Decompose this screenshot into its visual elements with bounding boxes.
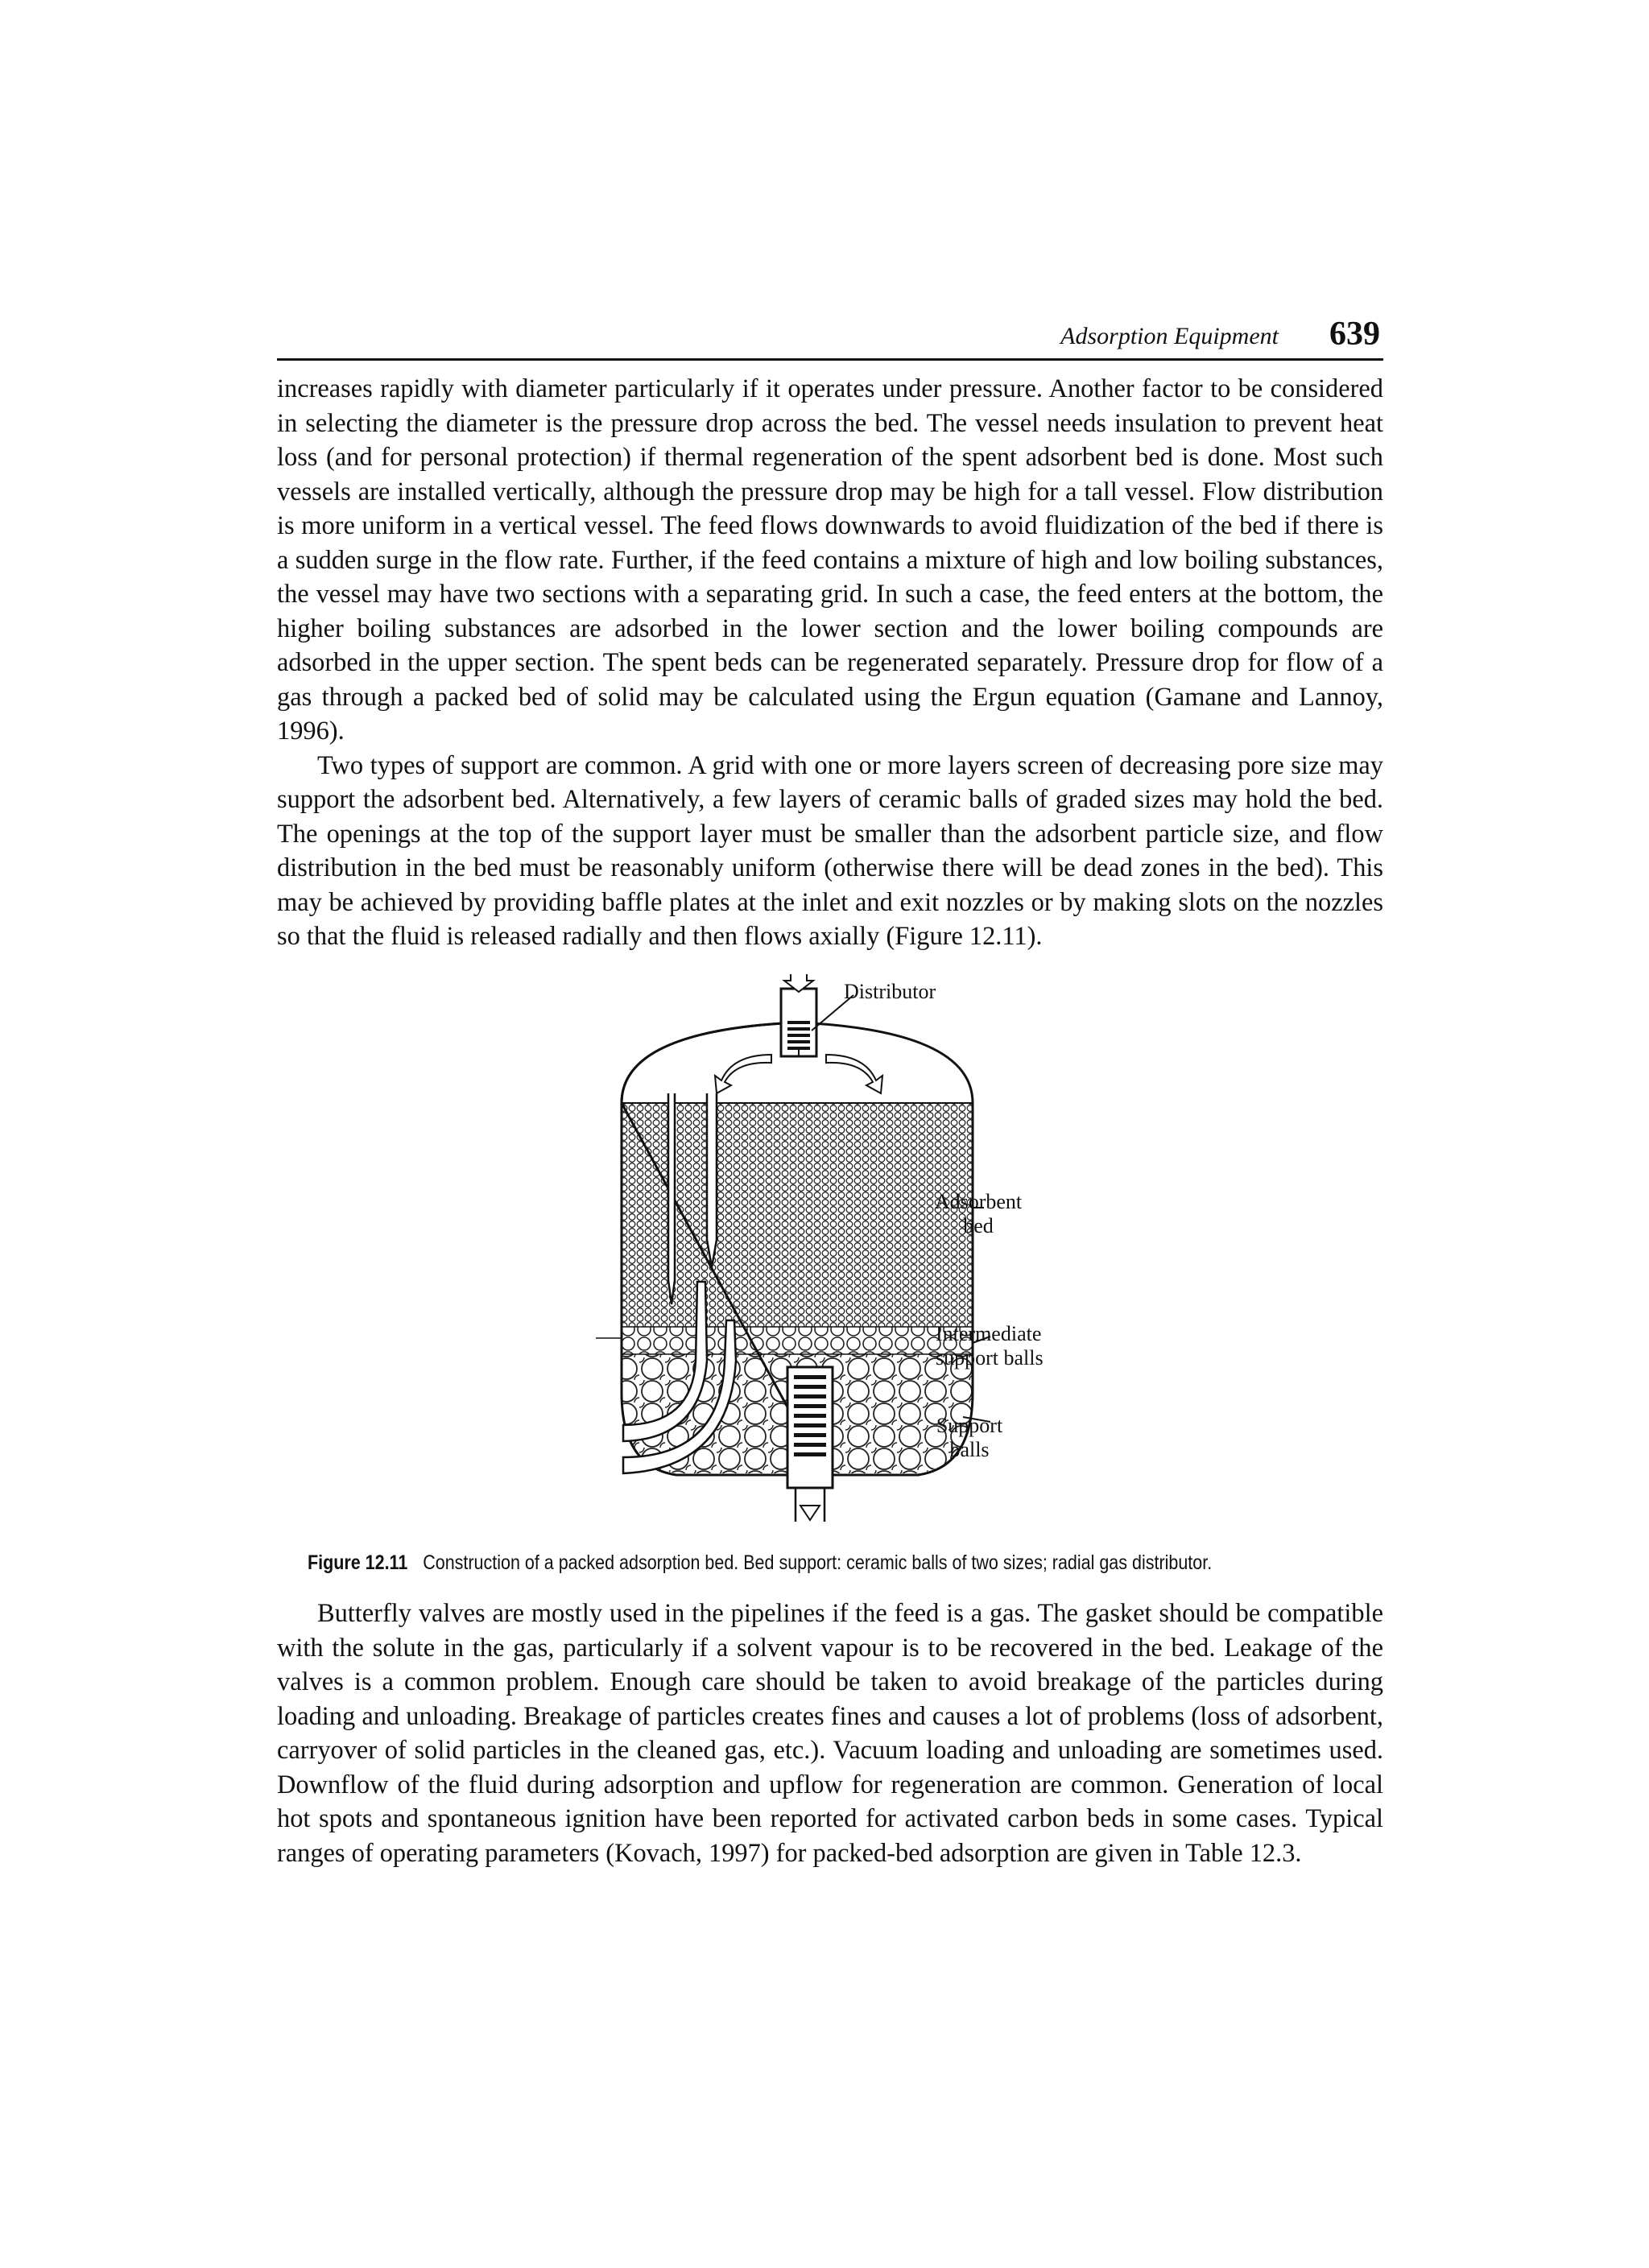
- running-title: Adsorption Equipment: [1060, 323, 1279, 349]
- packed-bed-diagram: [588, 974, 1087, 1538]
- intermediate-support-label: [936, 1322, 1056, 1370]
- figure-number: Figure 12.11: [308, 1551, 408, 1574]
- paragraph-1: increases rapidly with diameter particularly if it operates under pressure. Another factor to be considered in selecting the diameter is the pressure drop across the bed. The vessel needs insulation to prevent heat loss (and for personal protection) if thermal regeneration of the spent adsorbent bed is done. Most such vessels are installed vertically, although the pressure drop may be high for a tall vessel. Flow distribution is more uniform in a vertical vessel. The feed flows downwards to avoid fluidization of the bed if there is a sudden surge in the flow rate. Further, if the feed contains a mixture of high and low boiling substances, the vessel may have two sections with a separating grid. In such a case, the feed enters at the bottom, the higher boiling substances are adsorbed in the lower section and the lower boiling compounds are adsorbed in the upper section. The spent beds can be regenerated separately. Pressure drop for flow of a gas through a packed bed of solid may be calculated using the Ergun equation (Gamane and Lannoy, 1996).: [277, 374, 1383, 746]
- intermediate-label-line2: support balls: [936, 1346, 1044, 1369]
- page-number: 639: [1329, 316, 1380, 353]
- figure-caption: [308, 1551, 1212, 1575]
- paragraph-2: Two types of support are common. A grid with one or more layers screen of decreasing pore size may support the adsorbent bed. Alternatively, a few layers of ceramic balls of graded sizes may hold the bed. The openings at the top of the support layer must be smaller than the adsorbent particle size, and flow distribution in the bed must be reasonably uniform (otherwise there will be dead zones in the bed). This may be achieved by providing baffle plates at the inlet and exit nozzles or by making slots on the nozzles so that the fluid is released radially and then flows axially (Figure 12.11).: [277, 750, 1383, 951]
- caption-text: Construction of a packed adsorption bed. Bed support: ceramic balls of two sizes; radial gas distributor.: [423, 1551, 1213, 1574]
- outlet-arrow-icon: [800, 1506, 820, 1520]
- support-label-line1: Support: [936, 1414, 1003, 1437]
- figure-packed-bed: [588, 974, 1087, 1538]
- adsorbent-bed-label-line1: Adsorbent: [934, 1190, 1023, 1213]
- header-rule: [277, 358, 1383, 361]
- support-label-line2: balls: [949, 1438, 990, 1461]
- distributor-label: Distributor: [844, 980, 936, 1003]
- top-distributor: [781, 989, 816, 1056]
- adsorbent-bed-label-line2: bed: [963, 1214, 994, 1237]
- intermediate-label-line1: Intermediate: [936, 1322, 1042, 1345]
- radial-flow-left-arrow-icon: [715, 1055, 771, 1093]
- body-text-upper: [277, 372, 1383, 954]
- running-header: [277, 318, 1383, 357]
- paragraph-3: Butterfly valves are mostly used in the pipelines if the feed is a gas. The gasket should be compatible with the solute in the gas, particularly if a solvent vapour is to be recovered in the bed. Leakage of the valves is a common problem. Enough care should be taken to avoid breakage of the particles during loading and unloading. Breakage of particles creates fines and causes a lot of problems (loss of adsorbent, carryover of solid particles in the cleaned gas, etc.). Vacuum loading and unloading are sometimes used. Downflow of the fluid during adsorption and upflow for regeneration are common. Generation of local hot spots and spontaneous ignition have been reported for activated carbon beds in some cases. Typical ranges of operating parameters (Kovach, 1997) for packed-bed adsorption are given in Table 12.3.: [277, 1599, 1383, 1868]
- adsorbent-bed-label: [934, 1190, 1023, 1238]
- body-text-lower: [277, 1597, 1383, 1870]
- support-balls-label: [929, 1414, 1010, 1462]
- radial-flow-right-arrow-icon: [826, 1055, 882, 1093]
- bottom-distributor: [787, 1367, 833, 1522]
- intermediate-support-layer: [612, 1327, 982, 1354]
